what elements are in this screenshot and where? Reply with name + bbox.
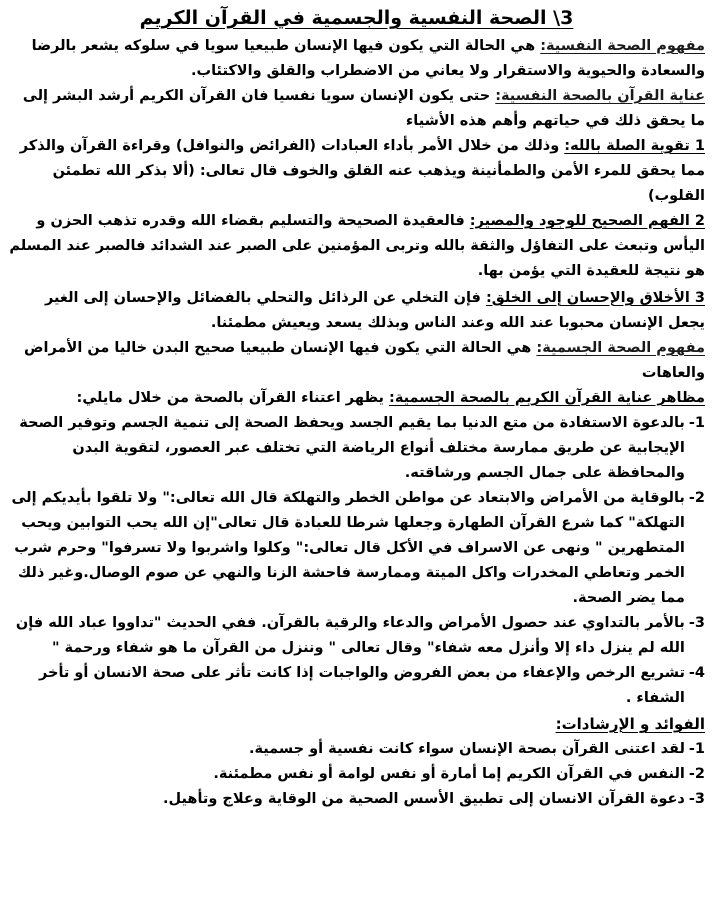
- benefit-item-number: -3: [688, 791, 705, 807]
- correct-understanding-heading: 2 الفهم الصحيح للوجود والمصير:: [469, 213, 705, 229]
- benefits-heading: الفوائد و الإرشادات:: [555, 715, 705, 733]
- list-item-text: بالوقاية من الأمراض والابتعاد عن مواطن الخطر والتهلكة قال الله تعالى:" ولا تلقوا بأيديكم إلى التهلكة" كما شرع القرآن الطهارة وجعلها شرطا للعبادة قال تعالى"إن الله يحب التوابين ويحب المتطهرين " ونهى عن الاسراف في الأكل قال تعالى:" وكلوا واشربوا ولا تسرفوا" وحرم شرب الخمر وتعاطي المخدرات واكل الميتة وممارسة فاحشة الزنا والنهي عن صوم الوصال.وغير ذلك مما يضر الصحة.: [11, 490, 685, 606]
- quran-care-physical-health-text: يظهر اعتناء القرآن بالصحة من خلال مايلي:: [76, 390, 390, 406]
- strengthen-bond-text: وذلك من خلال الأمر بأداء العبادات (الفرائض والنوافل) وقراءة القرآن والذكر مما يحقق للمرء الأمن والطمأنينة ويذهب عنه القلق والخوف قال تعالى: (ألا بذكر الله تطمئن القلوب): [19, 138, 705, 204]
- list-item-number: -3: [688, 615, 705, 631]
- list-item-number: -4: [688, 665, 705, 681]
- list-item: [8, 661, 705, 711]
- benefit-item-text: لقد اعتنى القرآن بصحة الإنسان سواء كانت نفسية أو جسمية.: [248, 741, 685, 757]
- physical-health-definition: [8, 336, 705, 386]
- quran-care-psych-health-text: حتى يكون الإنسان سويا نفسيا فان القرآن الكريم أرشد البشر إلى ما يحقق ذلك في حياتهم وأهم هذه الأشياء: [22, 88, 705, 129]
- quran-care-psych-health: [8, 84, 705, 134]
- list-item-text: بالأمر بالتداوي عند حصول الأمراض والدعاء والرقية بالقرآن. ففي الحديث "تداووا عباد الله فإن الله لم ينزل داء إلا وأنزل معه شفاء" وقال تعالى " وننزل من القرآن ما هو شفاء ورحمة ": [15, 615, 685, 656]
- quran-care-physical-health-heading: مظاهر عناية القرآن الكريم بالصحة الجسمية:: [389, 390, 705, 406]
- benefit-item-text: النفس في القرآن الكريم إما أمارة أو نفس لوامة أو نفس مطمئنة.: [213, 766, 685, 782]
- list-item-text: بالدعوة الاستفادة من متع الدنيا بما يقيم الجسد ويحفظ الصحة إلى تنمية الجسم وتوفير الصحة الإيجابية عن طريق ممارسة مختلف أنواع الرياضة التي تختلف عبر العصور، لتقوية البدن والمحافظة على جمال الجسم ورشاقته.: [19, 415, 685, 481]
- morals-and-kindness-heading: 3 الأخلاق والإحسان إلى الخلق:: [485, 290, 705, 306]
- physical-health-definition-heading: مفهوم الصحة الجسمية:: [536, 340, 705, 356]
- benefit-item-number: -1: [688, 741, 705, 757]
- list-item: [8, 611, 705, 661]
- quran-care-physical-health: [8, 386, 705, 411]
- physical-health-definition-text: هي الحالة التي يكون فيها الإنسان طبيعيا صحيح البدن خاليا من الأمراض والعاهات: [24, 340, 705, 381]
- page-title: 3\ الصحة النفسية والجسمية في القرآن الكريم: [139, 7, 574, 29]
- benefit-item-text: دعوة القرآن الانسان إلى تطبيق الأسس الصحية من الوقاية وعلاج وتأهيل.: [163, 791, 685, 807]
- quran-care-psych-health-heading: عناية القرآن بالصحة النفسية:: [495, 88, 705, 104]
- list-item-number: -2: [688, 490, 705, 506]
- correct-understanding-existence: [8, 209, 705, 284]
- list-item: [8, 486, 705, 611]
- benefit-item-number: -2: [688, 766, 705, 782]
- morals-and-kindness-text: فإن التخلي عن الرذائل والتحلي بالفضائل والإحسان إلى الغير يجعل الإنسان محبوبا عند الله وعند الناس وبذلك يسعد ويعيش مطمئنا.: [44, 290, 705, 331]
- benefit-item: [8, 762, 705, 787]
- list-item-text: تشريع الرخص والإعفاء من بعض الفروض والواجبات إذا كانت تأثر على صحة الانسان أو تأخر الشفاء .: [39, 665, 685, 706]
- psych-health-definition-heading: مفهوم الصحة النفسية:: [540, 38, 705, 54]
- strengthen-bond-heading: 1 تقوية الصلة بالله:: [564, 138, 705, 154]
- strengthen-bond-with-god: [8, 134, 705, 209]
- morals-and-kindness: [8, 286, 705, 336]
- list-item: [8, 411, 705, 486]
- benefit-item: [8, 787, 705, 812]
- psych-health-definition-text: هي الحالة التي يكون فيها الإنسان طبيعيا سويا في سلوكه يشعر بالرضا والسعادة والحيوية والاستقرار ولا يعاني من الاضطراب والقلق والاكتئاب.: [31, 38, 705, 79]
- list-item-number: -1: [688, 415, 705, 431]
- psych-health-definition: [8, 34, 705, 84]
- correct-understanding-text: فالعقيدة الصحيحة والتسليم بقضاء الله وقدره تذهب الحزن و اليأس وتبعث على التفاؤل والثقة بالله وتربى المؤمنين على الصبر عند الشدائد فالصبر عند المسلم هو نتيجة للعقيدة التي يؤمن بها.: [9, 213, 705, 279]
- benefit-item: [8, 737, 705, 762]
